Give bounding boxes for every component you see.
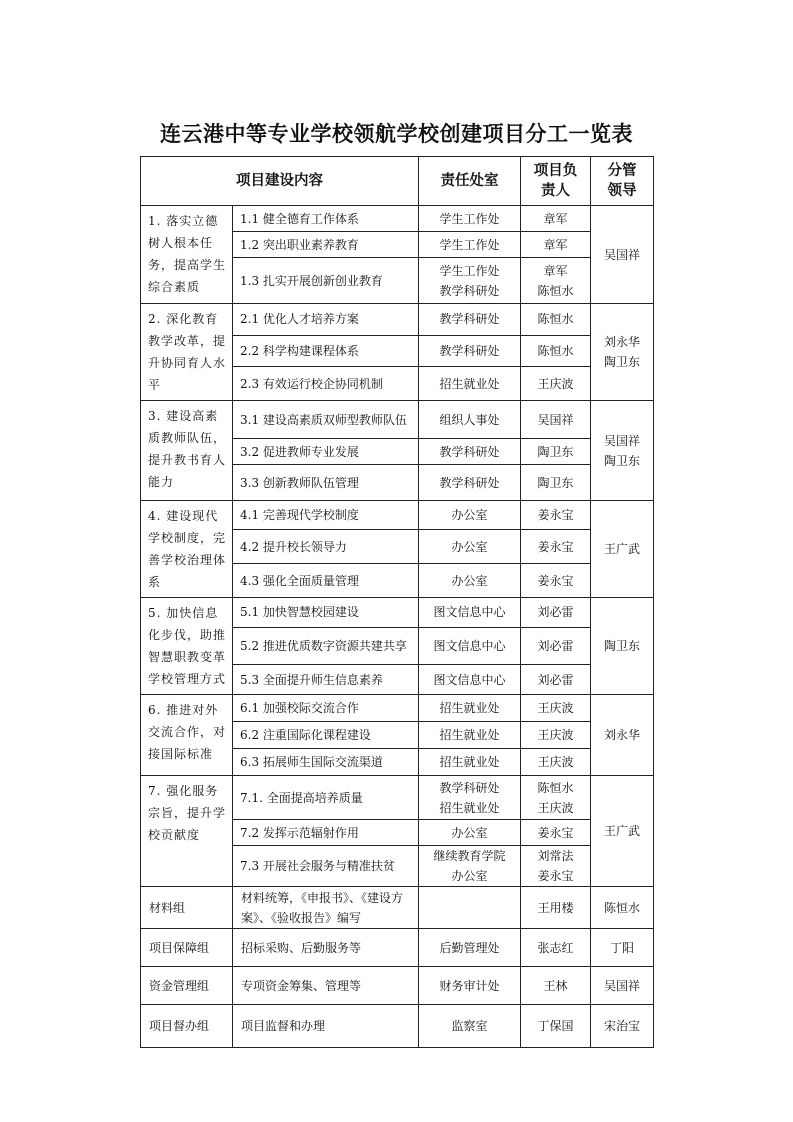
group-name-cell: 资金管理组 bbox=[141, 967, 233, 1005]
table-row bbox=[141, 695, 654, 722]
cell-line: 王广武 bbox=[603, 824, 640, 838]
table-row bbox=[141, 967, 654, 1005]
task-cell: 1.1 健全德育工作体系 bbox=[233, 206, 419, 232]
owner-cell bbox=[521, 695, 591, 722]
category-cell: 7. 强化服务宗旨，提升学校贡献度 bbox=[141, 776, 233, 887]
cell-line: 陶卫东 bbox=[603, 639, 640, 653]
table-row bbox=[141, 304, 654, 336]
owner-cell bbox=[521, 501, 591, 530]
leader-cell bbox=[591, 206, 654, 304]
cell-line: 刘常法 bbox=[537, 849, 574, 863]
cell-line: 陶卫东 bbox=[603, 453, 640, 468]
office-cell bbox=[419, 846, 521, 887]
office-cell bbox=[419, 820, 521, 846]
cell-line: 办公室 bbox=[451, 825, 488, 840]
cell-line: 王庆波 bbox=[537, 728, 574, 742]
cell-line: 刘必雷 bbox=[537, 605, 574, 620]
office-cell: 财务审计处 bbox=[419, 967, 521, 1005]
group-name-cell: 项目督办组 bbox=[141, 1005, 233, 1048]
cell-line: 招生就业处 bbox=[439, 701, 500, 715]
cell-line: 教学科研处 bbox=[439, 475, 500, 490]
office-cell bbox=[419, 501, 521, 530]
cell-line: 刘永华 bbox=[603, 728, 640, 742]
cell-line: 姜永宝 bbox=[537, 825, 574, 840]
owner-cell bbox=[521, 304, 591, 336]
task-cell: 7.1. 全面提高培养质量 bbox=[233, 776, 419, 820]
office-cell bbox=[419, 258, 521, 304]
content-cell: 材料统筹，《申报书》、《建设方案》、《验收报告》编写 bbox=[233, 887, 419, 929]
cell-line: 吴国祥 bbox=[603, 247, 640, 262]
cell-line: 教学科研处 bbox=[439, 343, 500, 358]
leader-cell bbox=[591, 598, 654, 695]
category-cell: 3. 建设高素质教师队伍，提升教书育人能力 bbox=[141, 401, 233, 501]
office-cell bbox=[419, 232, 521, 258]
cell-line: 招生就业处 bbox=[439, 728, 500, 742]
office-cell bbox=[419, 749, 521, 776]
cell-line: 办公室 bbox=[451, 573, 488, 588]
owner-cell bbox=[521, 722, 591, 749]
office-cell bbox=[419, 304, 521, 336]
table-row bbox=[141, 206, 654, 232]
task-cell: 3.1 建设高素质双师型教师队伍 bbox=[233, 401, 419, 439]
header-office: 责任处室 bbox=[419, 157, 521, 206]
leader-cell: 吴国祥 bbox=[591, 967, 654, 1005]
office-cell bbox=[419, 401, 521, 439]
owner-cell bbox=[521, 258, 591, 304]
office-cell bbox=[419, 665, 521, 695]
table-row bbox=[141, 1005, 654, 1048]
owner-cell bbox=[521, 401, 591, 439]
group-name-cell: 材料组 bbox=[141, 887, 233, 929]
office-cell bbox=[419, 335, 521, 367]
cell-line: 姜永宝 bbox=[537, 508, 574, 523]
owner-cell bbox=[521, 749, 591, 776]
cell-line: 办公室 bbox=[451, 869, 488, 883]
cell-line: 陈恒水 bbox=[537, 283, 574, 298]
task-cell: 7.2 发挥示范辐射作用 bbox=[233, 820, 419, 846]
cell-line: 刘必雷 bbox=[537, 638, 574, 653]
task-cell: 6.1 加强校际交流合作 bbox=[233, 695, 419, 722]
cell-line: 章军 bbox=[543, 263, 568, 278]
task-cell: 4.1 完善现代学校制度 bbox=[233, 501, 419, 530]
table-row bbox=[141, 598, 654, 628]
office-cell: 监察室 bbox=[419, 1005, 521, 1048]
leader-cell: 陈恒水 bbox=[591, 887, 654, 929]
task-cell: 2.2 科学构建课程体系 bbox=[233, 335, 419, 367]
owner-cell bbox=[521, 232, 591, 258]
leader-cell bbox=[591, 501, 654, 598]
office-cell bbox=[419, 564, 521, 598]
cell-line: 学生工作处 bbox=[439, 211, 500, 226]
leader-cell bbox=[591, 695, 654, 776]
group-name-cell: 项目保障组 bbox=[141, 929, 233, 967]
office-cell bbox=[419, 776, 521, 820]
cell-line: 图文信息中心 bbox=[433, 638, 506, 653]
cell-line: 图文信息中心 bbox=[433, 605, 506, 620]
owner-cell bbox=[521, 367, 591, 401]
cell-line: 招生就业处 bbox=[439, 755, 500, 769]
cell-line: 王广武 bbox=[603, 542, 640, 556]
table-row bbox=[141, 776, 654, 820]
owner-cell bbox=[521, 627, 591, 665]
office-cell bbox=[419, 722, 521, 749]
office-cell bbox=[419, 465, 521, 501]
content-cell: 专项资金筹集、管理等 bbox=[233, 967, 419, 1005]
cell-line: 刘必雷 bbox=[537, 672, 574, 687]
cell-line: 办公室 bbox=[451, 508, 488, 523]
cell-line: 陈恒水 bbox=[537, 312, 574, 327]
cell-line: 王庆波 bbox=[537, 701, 574, 715]
office-cell bbox=[419, 887, 521, 929]
task-cell: 3.3 创新教师队伍管理 bbox=[233, 465, 419, 501]
cell-line: 章军 bbox=[543, 237, 568, 252]
office-cell bbox=[419, 627, 521, 665]
cell-line: 教学科研处 bbox=[439, 312, 500, 327]
task-cell: 7.3 开展社会服务与精准扶贫 bbox=[233, 846, 419, 887]
owner-cell bbox=[521, 206, 591, 232]
table-row bbox=[141, 501, 654, 530]
content-cell: 招标采购、后勤服务等 bbox=[233, 929, 419, 967]
task-cell: 6.2 注重国际化课程建设 bbox=[233, 722, 419, 749]
cell-line: 招生就业处 bbox=[439, 376, 500, 391]
cell-line: 陈恒水 bbox=[537, 780, 574, 795]
task-cell: 1.2 突出职业素养教育 bbox=[233, 232, 419, 258]
category-cell: 2. 深化教育教学改革，提升协同育人水平 bbox=[141, 304, 233, 401]
cell-line: 教学科研处 bbox=[439, 283, 500, 298]
table-row bbox=[141, 929, 654, 967]
cell-line: 教学科研处 bbox=[439, 444, 500, 459]
owner-cell bbox=[521, 335, 591, 367]
cell-line: 学生工作处 bbox=[439, 237, 500, 252]
office-cell bbox=[419, 367, 521, 401]
cell-line: 学生工作处 bbox=[439, 263, 500, 278]
owner-cell: 丁保国 bbox=[521, 1005, 591, 1048]
owner-cell bbox=[521, 439, 591, 465]
cell-line: 吴国祥 bbox=[537, 412, 574, 427]
leader-cell bbox=[591, 304, 654, 401]
owner-cell bbox=[521, 846, 591, 887]
task-cell: 4.3 强化全面质量管理 bbox=[233, 564, 419, 598]
owner-cell: 王林 bbox=[521, 967, 591, 1005]
cell-line: 陶卫东 bbox=[537, 475, 574, 490]
owner-cell bbox=[521, 776, 591, 820]
cell-line: 办公室 bbox=[451, 539, 488, 554]
cell-line: 图文信息中心 bbox=[433, 672, 506, 687]
task-cell: 3.2 促进教师专业发展 bbox=[233, 439, 419, 465]
cell-line: 陶卫东 bbox=[603, 355, 640, 369]
table-row bbox=[141, 887, 654, 929]
cell-line: 吴国祥 bbox=[603, 433, 640, 448]
office-cell bbox=[419, 530, 521, 564]
cell-line: 继续教育学院 bbox=[433, 849, 506, 863]
header-content: 项目建设内容 bbox=[141, 157, 419, 206]
cell-line: 陈恒水 bbox=[537, 343, 574, 358]
owner-cell bbox=[521, 665, 591, 695]
cell-line: 王庆波 bbox=[537, 755, 574, 769]
office-cell bbox=[419, 206, 521, 232]
header-owner: 项目负 责人 bbox=[521, 157, 591, 206]
cell-line: 王庆波 bbox=[537, 800, 574, 815]
task-cell: 6.3 拓展师生国际交流渠道 bbox=[233, 749, 419, 776]
cell-line: 刘永华 bbox=[603, 335, 640, 349]
leader-cell bbox=[591, 401, 654, 501]
division-table bbox=[140, 156, 654, 1048]
office-cell bbox=[419, 695, 521, 722]
task-cell: 2.1 优化人才培养方案 bbox=[233, 304, 419, 336]
category-cell: 5. 加快信息化步伐，助推智慧职教变革学校管理方式 bbox=[141, 598, 233, 695]
task-cell: 2.3 有效运行校企协同机制 bbox=[233, 367, 419, 401]
header-row bbox=[141, 157, 654, 206]
cell-line: 教学科研处 bbox=[439, 780, 500, 795]
owner-cell bbox=[521, 598, 591, 628]
cell-line: 组织人事处 bbox=[439, 412, 500, 427]
owner-cell bbox=[521, 530, 591, 564]
cell-line: 陶卫东 bbox=[537, 444, 574, 459]
cell-line: 章军 bbox=[543, 211, 568, 226]
document-title: 连云港中等专业学校领航学校创建项目分工一览表 bbox=[160, 122, 633, 146]
table-row bbox=[141, 401, 654, 439]
cell-line: 姜永宝 bbox=[537, 539, 574, 554]
cell-line: 姜永宝 bbox=[537, 869, 574, 883]
header-leader: 分管 领导 bbox=[591, 157, 654, 206]
task-cell: 5.2 推进优质数字资源共建共享 bbox=[233, 627, 419, 665]
office-cell bbox=[419, 439, 521, 465]
task-cell: 1.3 扎实开展创新创业教育 bbox=[233, 258, 419, 304]
owner-cell bbox=[521, 564, 591, 598]
cell-line: 王庆波 bbox=[537, 376, 574, 391]
category-cell: 4. 建设现代学校制度，完善学校治理体系 bbox=[141, 501, 233, 598]
task-cell: 5.3 全面提升师生信息素养 bbox=[233, 665, 419, 695]
owner-cell bbox=[521, 465, 591, 501]
category-cell: 1. 落实立德树人根本任务，提高学生综合素质 bbox=[141, 206, 233, 304]
cell-line: 姜永宝 bbox=[537, 573, 574, 588]
leader-cell: 宋治宝 bbox=[591, 1005, 654, 1048]
owner-cell: 张志红 bbox=[521, 929, 591, 967]
owner-cell: 王用楼 bbox=[521, 887, 591, 929]
leader-cell: 丁阳 bbox=[591, 929, 654, 967]
task-cell: 4.2 提升校长领导力 bbox=[233, 530, 419, 564]
office-cell: 后勤管理处 bbox=[419, 929, 521, 967]
owner-cell bbox=[521, 820, 591, 846]
office-cell bbox=[419, 598, 521, 628]
content-cell: 项目监督和办理 bbox=[233, 1005, 419, 1048]
category-cell: 6. 推进对外交流合作，对接国际标准 bbox=[141, 695, 233, 776]
cell-line: 招生就业处 bbox=[439, 800, 500, 815]
leader-cell bbox=[591, 776, 654, 887]
task-cell: 5.1 加快智慧校园建设 bbox=[233, 598, 419, 628]
